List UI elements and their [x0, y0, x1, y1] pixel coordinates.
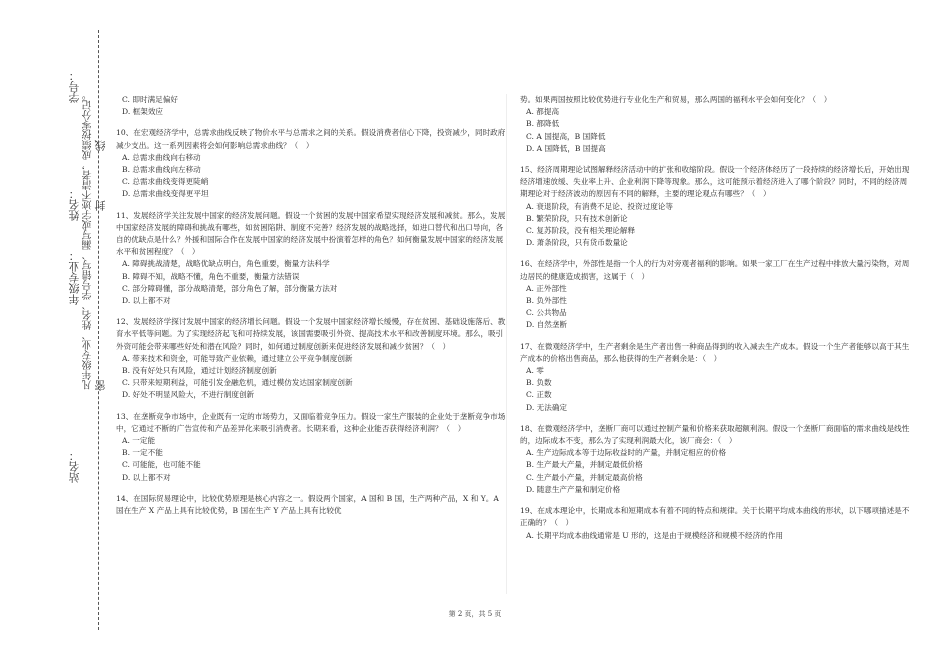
option: D. 总需求曲线变得更平坦 [122, 189, 209, 199]
option: B. 负外部性 [526, 296, 567, 306]
option: B. 一定不能 [122, 448, 163, 458]
option: A. 障碍挑战清楚，战略优缺点明白，角色重要，衡量方法科学 [122, 259, 330, 269]
option: D. 萧条阶段，只有货币数量论 [526, 238, 628, 248]
option: B. 负数 [526, 378, 552, 388]
option: A. 生产边际成本等于边际收益时的产量，并制定相应的价格 [526, 448, 727, 458]
seal-mark-mi: 密 [94, 380, 107, 391]
question-item [520, 164, 910, 249]
option: D. 以上都不对 [122, 296, 171, 306]
column-divider [506, 94, 507, 594]
option: A. 长期平均成本曲线通常是 U 形的，这是由于规模经济和规模不经济的作用 [526, 530, 783, 540]
right-column [520, 94, 910, 551]
question-stem: 10、在宏观经济学中，总需求曲线反映了物价水平与总需求之间的关系。假设消费者信心下降，投资减少，同时政府减少支出。这一系列因素将会如何影响总需求曲线？（ ） [116, 128, 506, 150]
name-label: 姓名： [68, 188, 81, 221]
page-number: 第 2 页，共 5 页 [448, 610, 502, 618]
option: B. 障碍不知，战略不懂，角色不重要，衡量方法错误 [122, 271, 300, 281]
grade-major-label: 年级专业： [68, 250, 81, 305]
option: C. 部分障碍懂，部分战略清楚，部分角色了解，部分衡量方法对 [122, 283, 338, 293]
option: C. 正数 [526, 390, 552, 400]
option: A. 带来技术和资金，可能导致产业依赖，通过建立公平竞争制度创新 [122, 353, 353, 363]
option: A. 零 [526, 366, 544, 376]
binding-warning: 凡年级专业、姓名、学号错写、漏写或字迹不清者，成绩按零分记。 [83, 90, 94, 390]
option: C. 即时满足偏好 [122, 95, 178, 104]
option: B. 繁荣阶段，只有技术创新论 [526, 213, 628, 223]
question-stem: 13、在垄断竞争市场中，企业既有一定的市场势力，又面临着竞争压力。假设一家生产服装的企业处于垄断竞争市场中，它通过不断的广告宣传和产品差异化来吸引消费者。长期来看，这种企业能否获得经济利润？（ ） [116, 411, 506, 433]
option: B. 生产最大产量，并制定最低价格 [526, 460, 643, 470]
option: C. A 国提高，B 国降低 [526, 131, 606, 141]
option: B. 没有好处只有风险，通过计划经济制度创新 [122, 366, 277, 376]
question-stem: 14、在国际贸易理论中，比较优势原理是核心内容之一。假设两个国家，A 国和 B 国，生产两种产品，X 和 Y。A 国在生产 X 产品上具有比较优势，B 国在生产 Y 产品上具有比较优 [116, 493, 499, 516]
question-stem: 12、发展经济学探讨发展中国家的经济增长问题。假设一个发展中国家经济增长缓慢，存在贫困、基础设施落后、教育水平低等问题。为了实现经济起飞和可持续发展，该国需要吸引外资、提高技术水平和改善制度环境。那么，吸引外资可能会带来哪些好处和潜在风险？同时，如何通过制度创新来促进经济发展和减少贫困？（ ） [116, 317, 506, 351]
option: D. 好处不明显风险大，不进行制度创新 [122, 390, 255, 400]
option: C. 生产最小产量，并制定最高价格 [526, 472, 643, 482]
question-item [116, 94, 506, 118]
question-item [520, 341, 910, 414]
station-label: 站名： [68, 450, 81, 483]
option: D. 随意生产产量和制定价格 [526, 484, 621, 494]
option: A. 衰退阶段，有消费不足论、投资过度论等 [526, 201, 673, 211]
question-item [520, 505, 910, 542]
option: A. 正外部性 [526, 283, 567, 293]
question-item [116, 210, 506, 308]
option: C. 可能能，也可能不能 [122, 460, 201, 470]
option: C. 复苏阶段，没有相关理论解释 [526, 226, 636, 236]
question-item [116, 493, 506, 517]
option: D. 自然垄断 [526, 320, 568, 330]
option: B. 都降低 [526, 119, 560, 129]
question-item [520, 258, 910, 331]
question-item [116, 316, 506, 401]
question-stem: 势。如果两国按照比较优势进行专业化生产和贸易，那么两国的福利水平会如何变化？（ ） [520, 95, 832, 104]
binding-dash-line [98, 30, 99, 630]
option: D. A 国降低，B 国提高 [526, 143, 606, 153]
question-item [116, 411, 506, 484]
question-stem: 17、在微观经济学中，生产者剩余是生产者出售一种商品得到的收入减去生产成本。假设一个生产者能够以高于其生产成本的价格出售商品，那么他获得的生产者剩余是：（ ） [520, 341, 910, 363]
option: C. 公共物品 [526, 308, 567, 318]
option: D. 以上都不对 [122, 472, 171, 482]
option: A. 总需求曲线向右移动 [122, 152, 201, 162]
question-stem: 18、在微观经济学中，垄断厂商可以通过控制产量和价格来获取超额利润。假设一个垄断厂商面临的需求曲线是线性的，边际成本不变，那么为了实现利润最大化，该厂商会：（ ） [520, 423, 910, 446]
seal-mark-xian: 线 [94, 140, 107, 151]
option: C. 总需求曲线变得更陡峭 [122, 177, 209, 187]
question-item [520, 423, 910, 496]
option: A. 都提高 [526, 107, 560, 117]
option: D. 框架效应 [122, 107, 164, 117]
student-id-label: 学号： [68, 70, 81, 103]
question-item [520, 94, 910, 155]
question-item [116, 127, 506, 200]
seal-mark-feng: 封 [94, 200, 107, 211]
option: C. 只带来短期利益，可能引发金融危机，通过模仿发达国家制度创新 [122, 378, 353, 388]
binding-margin [0, 0, 110, 672]
question-stem: 15、经济周期理论试图解释经济活动中的扩张和收缩阶段。假设一个经济体经历了一段持续的经济增长后，开始出现经济增速放缓、失业率上升、企业利润下降等现象。那么，这可能预示着经济进入了哪个阶段？同时，不同的经济周期理论对于经济波动的原因有不同的解释，主要的理论观点有哪些？（ ） [520, 165, 910, 199]
question-stem: 16、在经济学中，外部性是指一个人的行为对旁观者福利的影响。如果一家工厂在生产过程中排放大量污染物，对周边居民的健康造成损害，这属于（ ） [520, 259, 910, 281]
option: B. 总需求曲线向左移动 [122, 165, 201, 175]
left-column [116, 94, 506, 526]
option: A. 一定能 [122, 436, 156, 446]
option: D. 无法确定 [526, 402, 568, 412]
question-stem: 11、发展经济学关注发展中国家的经济发展问题。假设一个贫困的发展中国家希望实现经济发展和减贫。那么，发展中国家经济发展的障碍和挑战有哪些，如贫困陷阱、制度不完善？经济发展的战略选择，如进口替代和出口导向，各自的优缺点是什么？外援和国际合作在发展中国家的经济发展中扮演着怎样的角色？如何衡量发展中国家的经济发展水平和贫困程度？（ ） [116, 210, 506, 257]
question-stem: 19、在成本理论中，长期成本和短期成本有着不同的特点和规律。关于长期平均成本曲线的形状，以下哪项描述是不正确的？（ ） [520, 506, 910, 528]
